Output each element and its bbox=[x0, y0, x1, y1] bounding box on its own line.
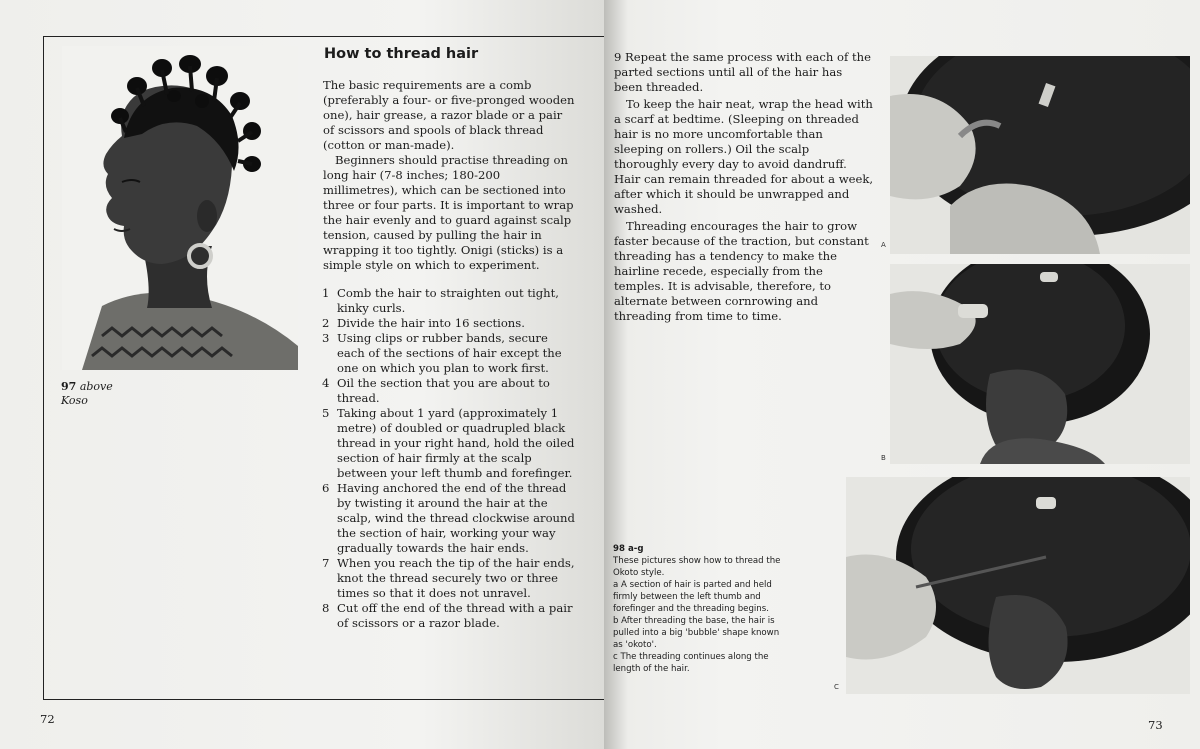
step-number: 5 bbox=[322, 406, 330, 420]
intro-paragraph-2: Beginners should practise threading on long hair (7-8 inches; 180-200 millimetres), which can be sectioned into three or four parts. It is important to wrap the hair evenly and to guard against scalp tension, caused by pulling the hair in wrapping it too tightly. Onigi (sticks) is a simple style on which to experiment. bbox=[323, 153, 574, 272]
step-text: Divide the hair into 16 sections. bbox=[337, 316, 525, 330]
step-text: Taking about 1 yard (approximately 1 metre) of doubled or quadrupled black thread in your right hand, hold the oiled section of hair firmly at the scalp between your left thumb and forefinger. bbox=[337, 406, 575, 480]
caption-ref: 98 a-g bbox=[613, 544, 644, 554]
figure-position: above bbox=[79, 380, 113, 393]
photo-series-caption bbox=[613, 543, 791, 675]
threading-photo-b bbox=[890, 264, 1190, 464]
caption-line-a: a A section of hair is parted and held firmly between the left thumb and forefinger and the threading begins. bbox=[613, 580, 772, 614]
page-number-right: 73 bbox=[1148, 718, 1163, 732]
step-item bbox=[322, 406, 578, 481]
photo-c-illustration bbox=[846, 477, 1190, 694]
threading-photo-a bbox=[890, 56, 1190, 254]
steps-list bbox=[322, 286, 578, 631]
step-text: When you reach the tip of the hair ends, knot the thread securely two or three times so that it does not unravel. bbox=[337, 556, 575, 600]
step-number: 4 bbox=[322, 376, 330, 390]
step-text: Oil the section that you are about to thread. bbox=[337, 376, 550, 405]
intro-paragraph-1: The basic requirements are a comb (preferably a four- or five-pronged wooden one), hair grease, a razor blade or a pair of scissors and spools of black thread (cotton or man-made). bbox=[323, 78, 575, 152]
step-number: 3 bbox=[322, 331, 330, 345]
right-paragraph-2: To keep the hair neat, wrap the head with a scarf at bedtime. (Sleeping on threaded hair is no more uncomfortable than sleeping on rollers.) Oil the scalp thoroughly every day to avoid dandruff. Hair can remain threaded for about a week, after which it should be unwrapped and washed. bbox=[614, 97, 874, 216]
step-item bbox=[322, 481, 578, 556]
step-number: 2 bbox=[322, 316, 330, 330]
right-body-text bbox=[614, 50, 874, 324]
photo-b-illustration bbox=[890, 264, 1190, 464]
right-paragraph-3: Threading encourages the hair to grow faster because of the traction, but constant threading has a tendency to make the hairline recede, especially from the temples. It is advisable, therefore, to alternate between cornrowing and threading from time to time. bbox=[614, 219, 869, 323]
step-item bbox=[322, 601, 578, 631]
caption-line-b: b After threading the base, the hair is pulled into a big 'bubble' shape known as 'okoto'. bbox=[613, 616, 780, 650]
frame-left-line bbox=[43, 36, 44, 700]
step-item bbox=[322, 316, 578, 331]
figure-number: 97 bbox=[61, 380, 77, 393]
step-item bbox=[322, 376, 578, 406]
step-number: 7 bbox=[322, 556, 330, 570]
portrait-illustration bbox=[62, 46, 298, 370]
figure-caption-97 bbox=[61, 380, 113, 408]
step-text: Having anchored the end of the thread by twisting it around the hair at the scalp, wind the thread clockwise around the section of hair, working your way gradually towards the hair ends. bbox=[337, 481, 575, 555]
frame-bottom-line bbox=[43, 699, 604, 700]
step-text: Cut off the end of the thread with a pair of scissors or a razor blade. bbox=[337, 601, 573, 630]
frame-top-line bbox=[43, 36, 604, 37]
step-number: 1 bbox=[322, 286, 330, 300]
step-item bbox=[322, 556, 578, 601]
photo-letter-c: C bbox=[834, 683, 839, 691]
right-paragraph-1: 9 Repeat the same process with each of the parted sections until all of the hair has been threaded. bbox=[614, 50, 871, 94]
photo-letter-a: A bbox=[881, 241, 886, 249]
figure-title: Koso bbox=[61, 394, 88, 407]
threading-photo-c bbox=[846, 477, 1190, 694]
portrait-photo-koso bbox=[62, 46, 298, 370]
step-text: Using clips or rubber bands, secure each of the sections of hair except the one on which you plan to work first. bbox=[337, 331, 562, 375]
step-number: 6 bbox=[322, 481, 330, 495]
step-item bbox=[322, 331, 578, 376]
step-text: Comb the hair to straighten out tight, kinky curls. bbox=[337, 286, 559, 315]
section-heading: How to thread hair bbox=[324, 46, 479, 62]
photo-a-illustration bbox=[890, 56, 1190, 254]
intro-text bbox=[323, 78, 575, 273]
step-item bbox=[322, 286, 578, 316]
step-number: 8 bbox=[322, 601, 330, 615]
photo-letter-b: B bbox=[881, 454, 886, 462]
caption-line-c: c The threading continues along the length of the hair. bbox=[613, 652, 769, 674]
caption-line-intro: These pictures show how to thread the Okoto style. bbox=[613, 556, 781, 578]
page-number-left: 72 bbox=[40, 712, 55, 726]
